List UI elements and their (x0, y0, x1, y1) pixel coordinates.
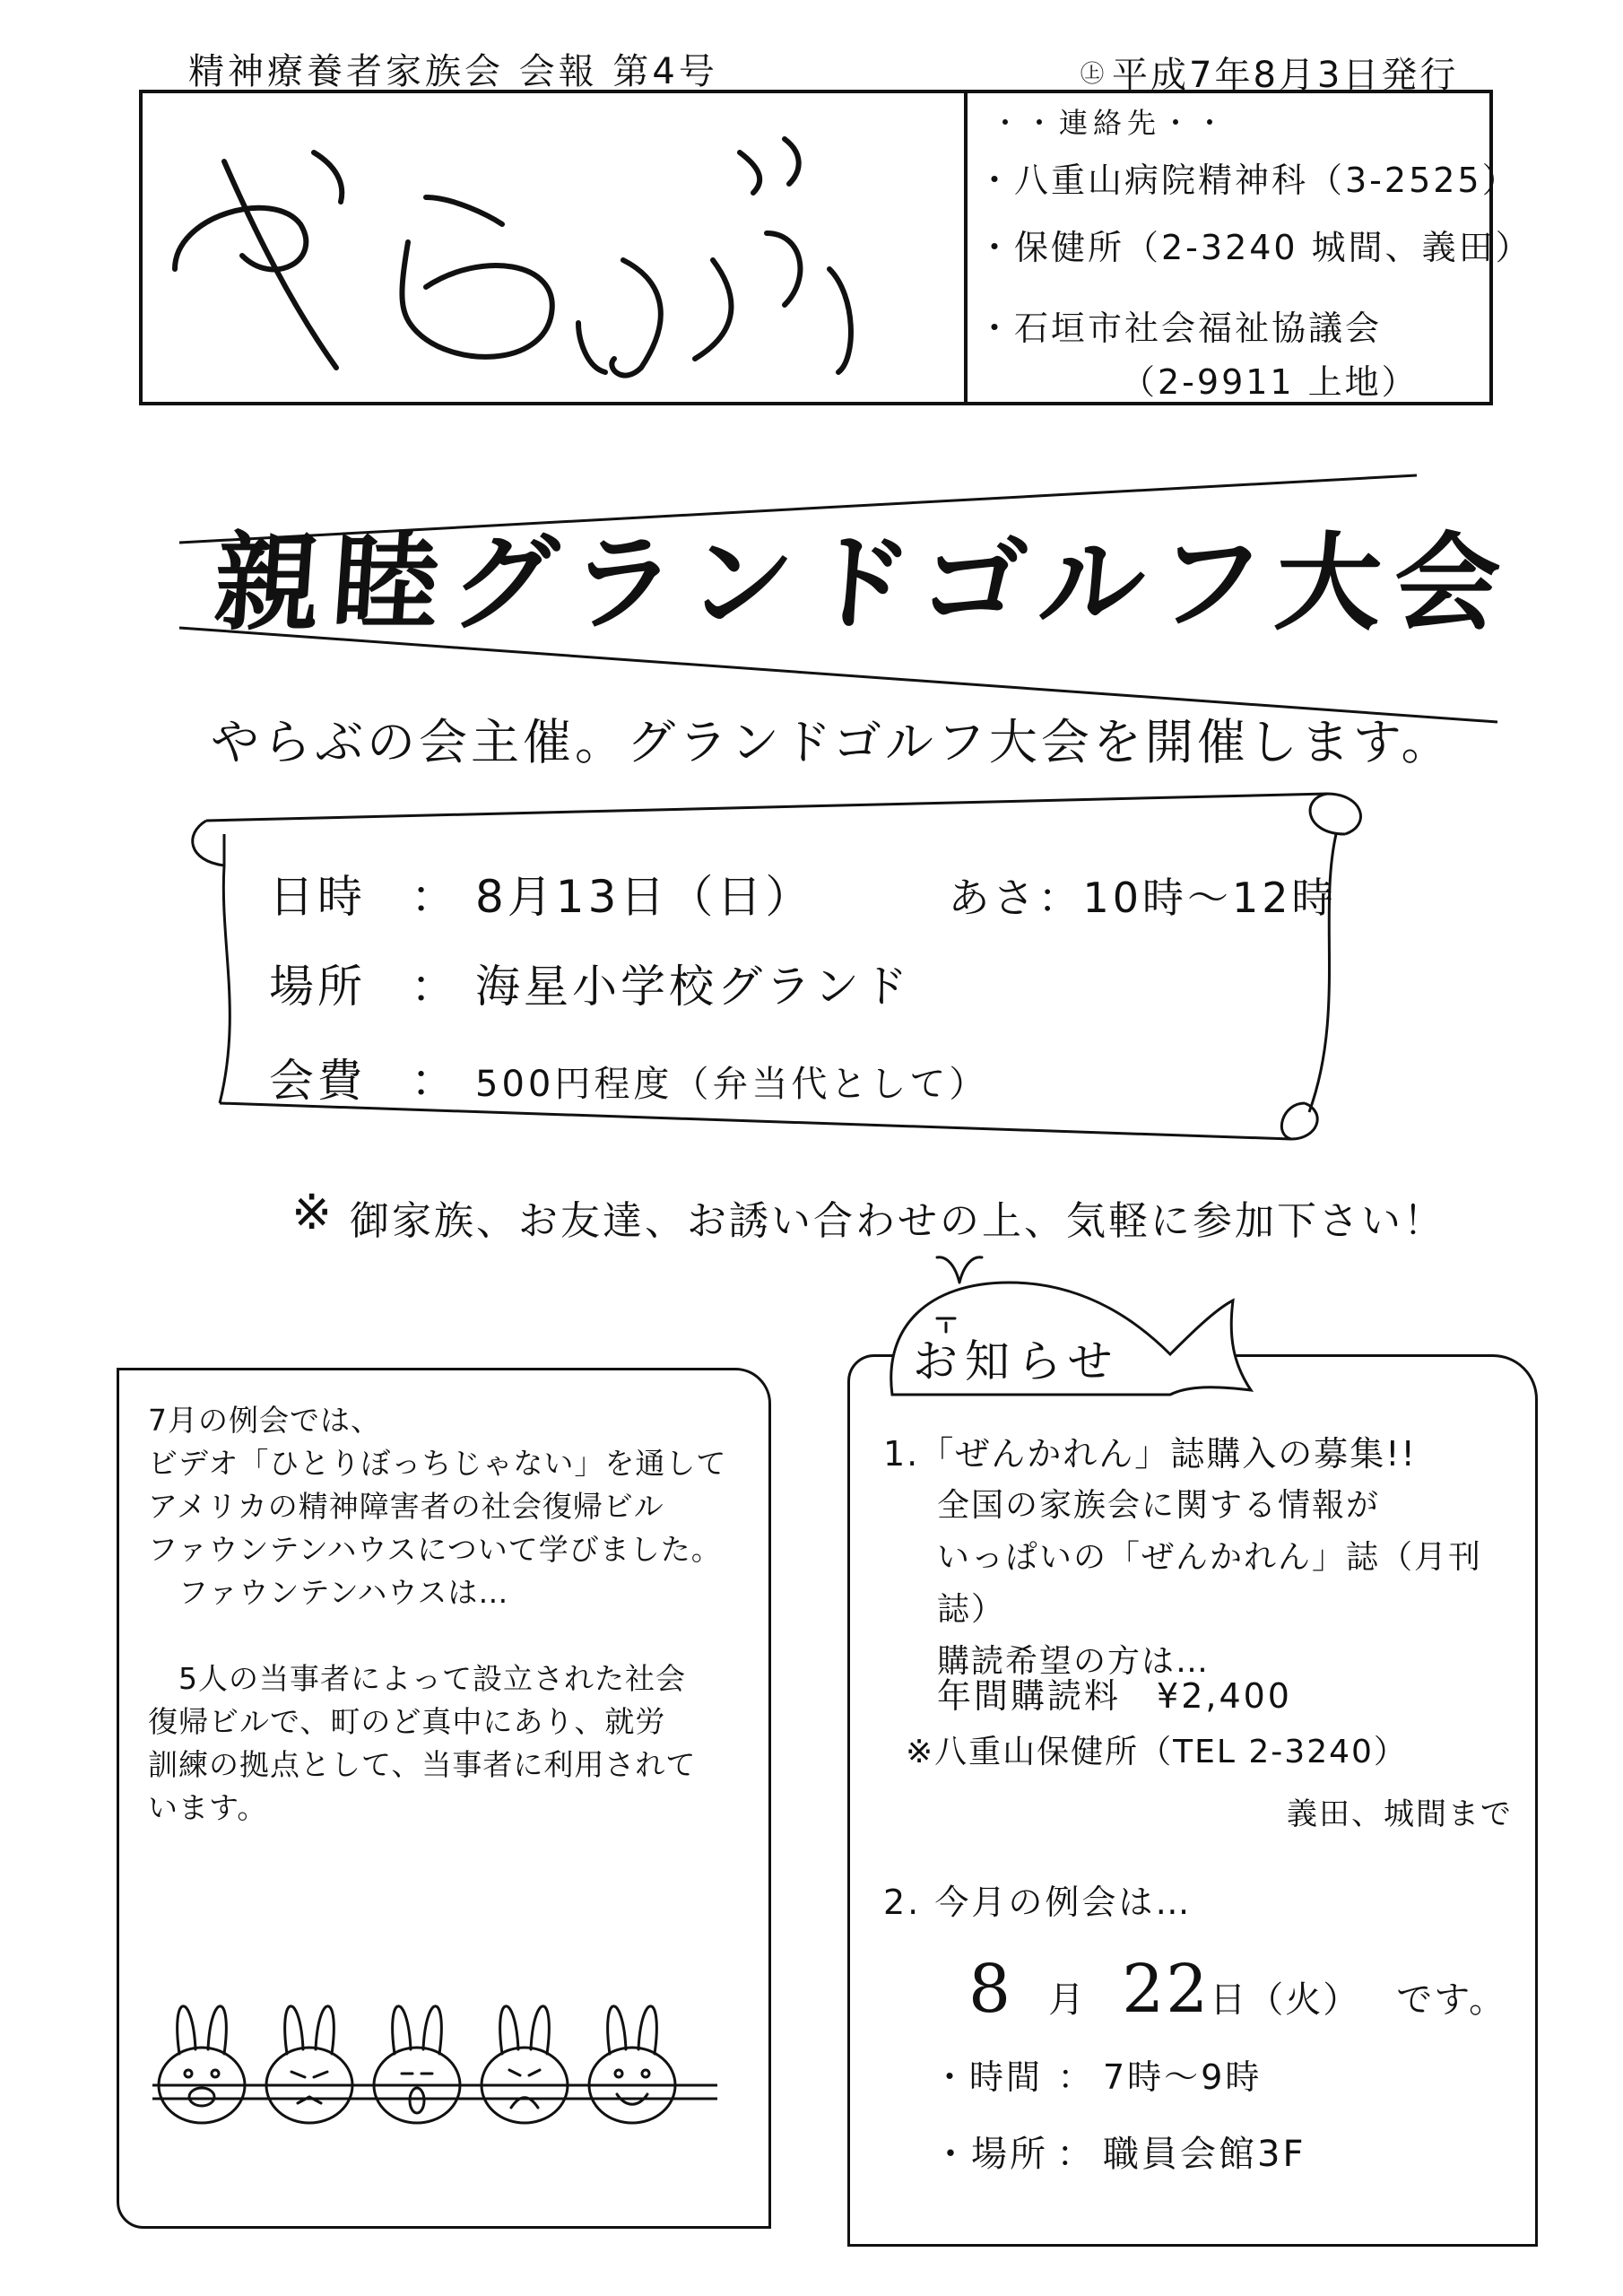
meeting-time-value: 7時～9時 (1103, 2057, 1263, 2097)
subscription-fee-value: ¥2,400 (1157, 1676, 1292, 1716)
notice-item1-fee (937, 1668, 1292, 1718)
headline-intro: やらぶの会主催。グランドゴルフ大会を開催します。 (211, 714, 1454, 770)
place-label: 場所 (269, 961, 366, 1013)
meeting-time-label: ・時間 (933, 2057, 1044, 2097)
corner-mark: ㊤ (1081, 61, 1105, 88)
datetime-value: 8月13日（日） (475, 871, 814, 923)
fee-value: 500円程度（弁当代として） (475, 1064, 989, 1105)
notice-title: お知らせ (913, 1335, 1120, 1387)
issue-label: 精神療養者家族会 会報 第4号 (188, 51, 718, 92)
fee-colon: ： (411, 1055, 459, 1107)
masthead-divider (964, 90, 968, 405)
meeting-day: 22 (1122, 1951, 1211, 2028)
place-value: 海星小学校グランド (475, 961, 911, 1013)
rabbits-illustration-icon (152, 1973, 717, 2135)
event-place-row (269, 951, 911, 1015)
yarabu-logo (157, 99, 946, 399)
notice-item1-contact-names: 義田、城間まで (1287, 1796, 1513, 1832)
datetime-label: 日時 (269, 871, 366, 923)
notice-item1-contact: ※八重山保健所（TEL 2-3240） (906, 1734, 1408, 1770)
contact-title: ・・連絡先・・ (991, 106, 1230, 140)
contact-health-center: ・保健所（2-3240 城間、義田） (977, 228, 1532, 267)
meeting-time-colon: ： (1057, 2057, 1095, 2097)
event-datetime-row (269, 861, 1337, 926)
notice-item1-heading: 1.「ぜんかれん」誌購入の募集!! (883, 1434, 1417, 1474)
meeting-place-value: 職員会館3F (1103, 2134, 1306, 2175)
subscription-fee-label: 年間購読料 (937, 1676, 1122, 1716)
notice-item2-heading: 2. 今月の例会は… (883, 1883, 1193, 1922)
notice-item2-date (968, 1951, 1506, 2028)
meeting-place-colon: ： (1056, 2134, 1096, 2175)
contact-social-welfare-phone: （2-9911 上地） (1121, 362, 1419, 402)
notice-item1-body: 全国の家族会に関する情報が いっぱいの「ぜんかれん」誌（月刊誌） 購読希望の方は… (937, 1487, 1483, 1680)
contact-hospital: ・八重山病院精神科（3-2525） (977, 161, 1519, 200)
invite-mark-icon: ※ (291, 1184, 333, 1240)
contact-social-welfare: ・石垣市社会福祉協議会 (977, 309, 1383, 348)
time-value: あさ：10時～12時 (948, 874, 1337, 922)
event-fee-row (269, 1045, 988, 1109)
notice-item2-place (933, 2126, 1306, 2177)
report-text: 7月の例会では、 ビデオ「ひとりぼっちじゃない」を通して アメリカの精神障害者の社会復帰ビル ファウンテンハウスについて学びました。 ファウンテンハウスは… 5人の当事者によって設立された社会 復帰ビルで、町のど真中にあり、就労 訓練の拠点として、当事者に利用されて います。 (148, 1403, 727, 1825)
notice-item2-time (933, 2049, 1262, 2099)
meeting-date-tail: です。 (1396, 1979, 1507, 2021)
headline-title: 親睦グランドゴルフ大会 (210, 521, 1517, 645)
place-colon: ： (411, 961, 459, 1013)
invite-message: 御家族、お友達、お誘い合わせの上、気軽に参加下さい！ (350, 1198, 1445, 1244)
meeting-day-unit: 日（火） (1210, 1979, 1361, 2021)
meeting-month: 8 (968, 1951, 1013, 2028)
publish-date: 平成7年8月3日発行 (1112, 55, 1459, 96)
fee-label: 会費 (269, 1055, 366, 1107)
meeting-place-label: ・場所 (933, 2134, 1048, 2175)
meeting-month-unit: 月 (1048, 1979, 1087, 2021)
datetime-colon: ： (411, 871, 459, 923)
